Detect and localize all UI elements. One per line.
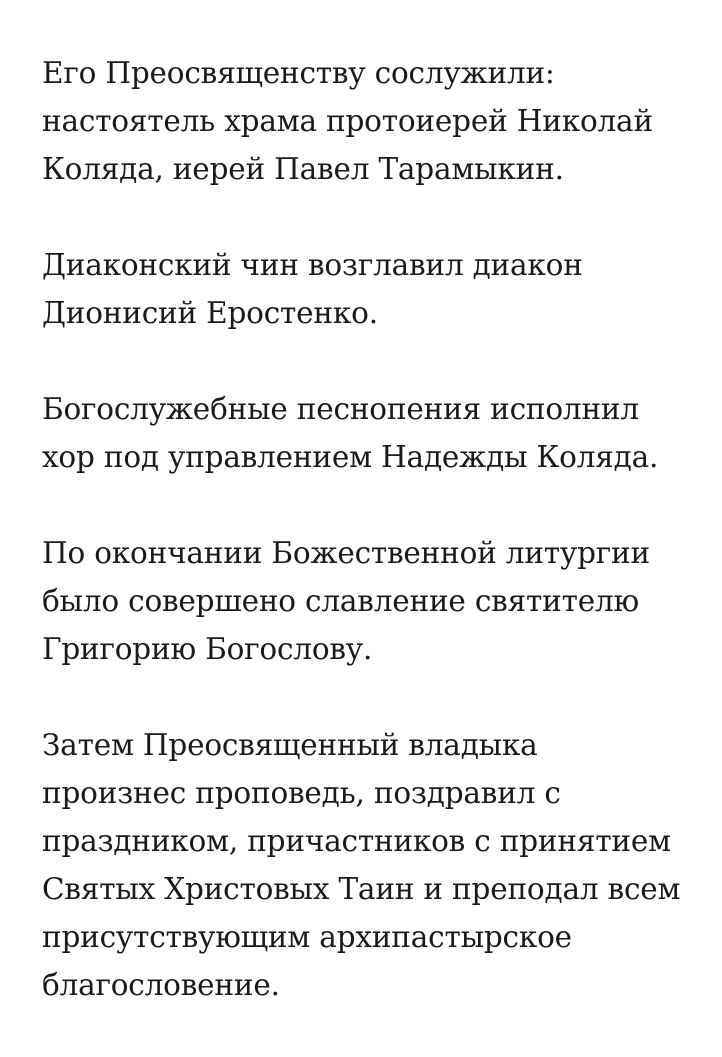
paragraph-choir [42, 385, 702, 481]
text-line: Святых Христовых Таин и преподал всем [42, 872, 681, 906]
text-line: было совершено славление святителю [42, 584, 639, 618]
text-line: Богослужебные песнопения исполнил [42, 392, 639, 426]
paragraph-concelebrants [42, 49, 702, 193]
text-line: благословение. [42, 968, 280, 1002]
text-line: Григорию Богослову. [42, 632, 373, 666]
paragraph-glorification [42, 529, 702, 673]
text-line: Коляда, иерей Павел Тарамыкин. [42, 152, 564, 186]
text-line: праздником, причастников с принятием [42, 824, 671, 858]
text-line: По окончании Божественной литургии [42, 536, 650, 570]
text-line: Диаконский чин возглавил диакон [42, 248, 583, 282]
paragraph-sermon [42, 721, 702, 1009]
text-line: присутствующим архипастырское [42, 920, 572, 954]
article-body [42, 49, 702, 1057]
text-line: настоятель храма протоиерей Николай [42, 104, 653, 138]
text-line: Дионисий Еростенко. [42, 296, 378, 330]
text-line: Его Преосвященству сослужили: [42, 56, 555, 90]
text-line: произнес проповедь, поздравил с [42, 776, 561, 810]
text-line: хор под управлением Надежды Коляда. [42, 440, 659, 474]
paragraph-deacons [42, 241, 702, 337]
text-line: Затем Преосвященный владыка [42, 728, 538, 762]
